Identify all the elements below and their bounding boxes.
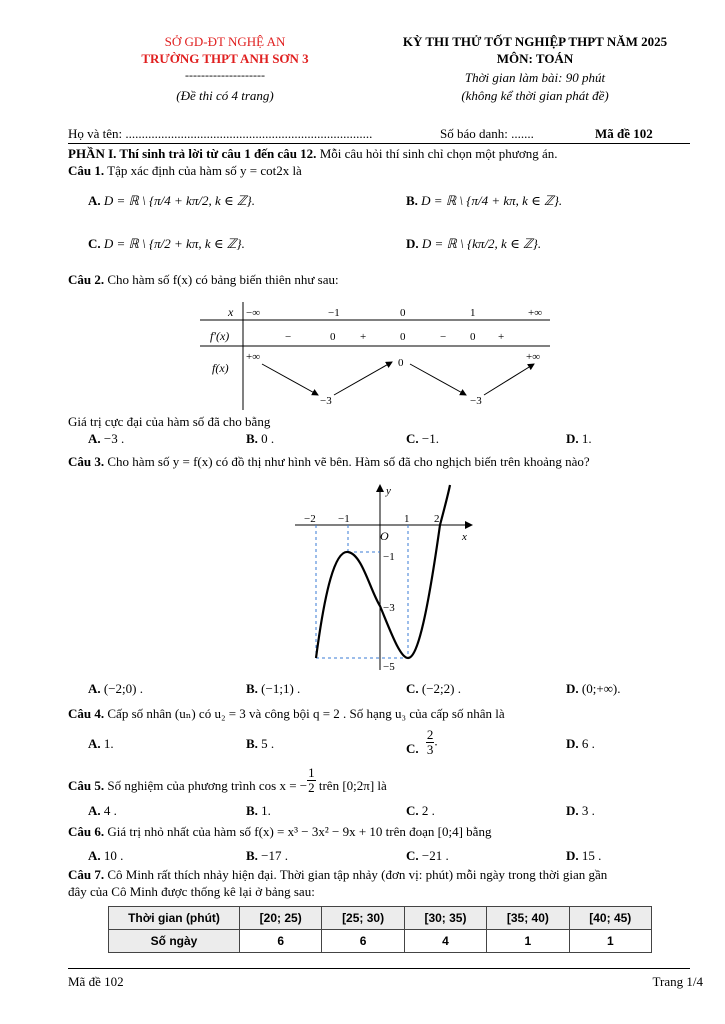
q3-stem: Câu 3. Cho hàm số y = f(x) có đồ thị như hình vẽ bên. Hàm số đã cho nghịch biến trên khoảng nào? — [68, 454, 590, 469]
table-cell: [30; 35) — [404, 907, 486, 930]
subject: MÔN: TOÁN — [496, 51, 574, 66]
q1-option-b[interactable]: B. D = ℝ \ {π/4 + kπ, k ∈ ℤ}. — [406, 193, 563, 208]
department-name: SỞ GD-ĐT NGHỆ AN — [164, 34, 286, 49]
student-id-field: Số báo danh: ....... — [440, 126, 534, 141]
q1-option-c[interactable]: C. D = ℝ \ {π/2 + kπ, k ∈ ℤ}. — [88, 236, 245, 251]
vt-f-2: 0 — [398, 357, 404, 369]
table-cell: 6 — [240, 930, 322, 953]
vt-sign-0: − — [285, 331, 292, 343]
q4-c-num: 2 — [426, 727, 434, 742]
cubic-graph — [290, 480, 480, 675]
vt-fprime-label: f′(x) — [210, 329, 230, 343]
vt-f-1: −3 — [320, 395, 332, 407]
table-cell: 1 — [487, 930, 569, 953]
q6-option-b[interactable]: B. −17 . — [246, 848, 289, 863]
table-cell: [35; 40) — [487, 907, 569, 930]
vt-sign-1: 0 — [330, 331, 336, 343]
q4-option-d[interactable]: D. 6 . — [566, 736, 595, 751]
q5-stem: Câu 5. Số nghiệm của phương trình cos x = − $\frac{1}{2}$ trên [0;2π] là — [68, 765, 387, 795]
part1-heading: PHẦN I. Thí sinh trả lời từ câu 1 đến câu 12. Mỗi câu hỏi thí sinh chỉ chọn một phương án. — [68, 146, 558, 161]
q1-stem: Câu 1. Tập xác định của hàm số y = cot2x là — [68, 163, 302, 178]
q7-stem-line2: đây của Cô Minh được thống kê lại ở bảng sau: — [68, 884, 315, 899]
q4-option-a[interactable]: A. 1. — [88, 736, 114, 751]
q6-option-d[interactable]: D. 15 . — [566, 848, 602, 863]
tick-x-2: 2 — [434, 513, 440, 525]
q1-option-a[interactable]: A. D = ℝ \ {π/4 + kπ/2, k ∈ ℤ}. — [88, 193, 255, 208]
school-name: TRƯỜNG THPT ANH SƠN 3 — [141, 51, 309, 66]
vt-sign-2: + — [360, 331, 367, 343]
q4-c-den: 3 — [426, 742, 434, 757]
q5-option-c[interactable]: C. 2 . — [406, 803, 435, 818]
tick-y-neg3: −3 — [383, 602, 395, 614]
vt-x-1: −1 — [328, 307, 340, 319]
exam-code: Mã đề 102 — [595, 126, 653, 141]
q2-option-a[interactable]: A. −3 . — [88, 431, 125, 446]
exam-title: KỲ THI THỬ TỐT NGHIỆP THPT NĂM 2025 — [402, 34, 668, 49]
q6-stem: Câu 6. Giá trị nhỏ nhất của hàm số f(x) = x³ − 3x² − 9x + 10 trên đoạn [0;4] bằng — [68, 824, 492, 839]
tick-x-1: 1 — [404, 513, 410, 525]
q2-option-c[interactable]: C. −1. — [406, 431, 439, 446]
frequency-table — [108, 906, 652, 953]
vt-x-0: −∞ — [246, 307, 261, 319]
footer-code: Mã đề 102 — [68, 974, 124, 989]
table-cell: [25; 30) — [322, 907, 404, 930]
q5-option-a[interactable]: A. 4 . — [88, 803, 117, 818]
q5-option-b[interactable]: B. 1. — [246, 803, 271, 818]
q3-option-d[interactable]: D. (0;+∞). — [566, 681, 621, 696]
q3-option-c[interactable]: C. (−2;2) . — [406, 681, 461, 696]
student-name-field: Họ và tên: ............................................................................ — [68, 126, 373, 141]
vt-sign-3: 0 — [400, 331, 406, 343]
table-cell: [40; 45) — [569, 907, 651, 930]
vt-sign-5: 0 — [470, 331, 476, 343]
vt-x-3: 1 — [470, 307, 476, 319]
q7-stem: Câu 7. Cô Minh rất thích nhảy hiện đại. Thời gian tập nhảy (đơn vị: phút) mỗi ngày trong thời gian gần — [68, 867, 608, 882]
page-count-note: (Đề thi có 4 trang) — [176, 88, 274, 103]
footer-rule — [68, 968, 690, 969]
vt-f-label: f(x) — [212, 361, 229, 375]
variation-table — [200, 300, 560, 412]
q5-option-d[interactable]: D. 3 . — [566, 803, 595, 818]
vt-x-2: 0 — [400, 307, 406, 319]
tick-x-neg2: −2 — [304, 513, 316, 525]
table-header-time: Thời gian (phút) — [109, 907, 240, 930]
vt-f-3: −3 — [470, 395, 482, 407]
curve — [316, 485, 450, 658]
axis-y-label: y — [386, 485, 391, 497]
table-header-days: Số ngày — [109, 930, 240, 953]
q4-stem: Câu 4. Cấp số nhân (uₙ) có u₂ = 3 và công bội q = 2 . Số hạng u₃ của cấp số nhân là — [68, 706, 505, 721]
tick-y-neg1: −1 — [383, 551, 395, 563]
table-row — [109, 930, 652, 953]
time-limit: Thời gian làm bài: 90 phút — [464, 70, 606, 85]
time-note: (không kể thời gian phát đề) — [461, 88, 609, 103]
tick-x-neg1: −1 — [338, 513, 350, 525]
q6-option-a[interactable]: A. 10 . — [88, 848, 124, 863]
table-row — [109, 907, 652, 930]
q2-option-b[interactable]: B. 0 . — [246, 431, 275, 446]
vt-sign-6: + — [498, 331, 505, 343]
q6-option-c[interactable]: C. −21 . — [406, 848, 449, 863]
q2-option-d[interactable]: D. 1. — [566, 431, 592, 446]
q2-stem: Câu 2. Cho hàm số f(x) có bảng biến thiên như sau: — [68, 272, 339, 287]
q1-option-d[interactable]: D. D = ℝ \ {kπ/2, k ∈ ℤ}. — [406, 236, 542, 251]
q2-question: Giá trị cực đại của hàm số đã cho bằng — [68, 414, 271, 429]
q3-option-a[interactable]: A. (−2;0) . — [88, 681, 143, 696]
q3-option-b[interactable]: B. (−1;1) . — [246, 681, 301, 696]
table-cell: 6 — [322, 930, 404, 953]
axis-x-label: x — [462, 531, 467, 543]
table-cell: [20; 25) — [240, 907, 322, 930]
vt-f-0: +∞ — [246, 351, 261, 363]
vt-x-label: x — [228, 305, 234, 319]
header-rule — [68, 143, 690, 144]
origin-label: O — [380, 529, 389, 543]
table-cell: 1 — [569, 930, 651, 953]
table-cell: 4 — [404, 930, 486, 953]
vt-x-4: +∞ — [528, 307, 543, 319]
page-number: Trang 1/4 — [652, 974, 703, 989]
q4-option-c[interactable]: C. $\frac{2}{3}$ . — [406, 727, 438, 757]
q4-option-b[interactable]: B. 5 . — [246, 736, 275, 751]
vt-sign-4: − — [440, 331, 447, 343]
vt-f-4: +∞ — [526, 351, 541, 363]
header-divider: -------------------- — [185, 68, 265, 82]
tick-y-neg5: −5 — [383, 661, 395, 673]
